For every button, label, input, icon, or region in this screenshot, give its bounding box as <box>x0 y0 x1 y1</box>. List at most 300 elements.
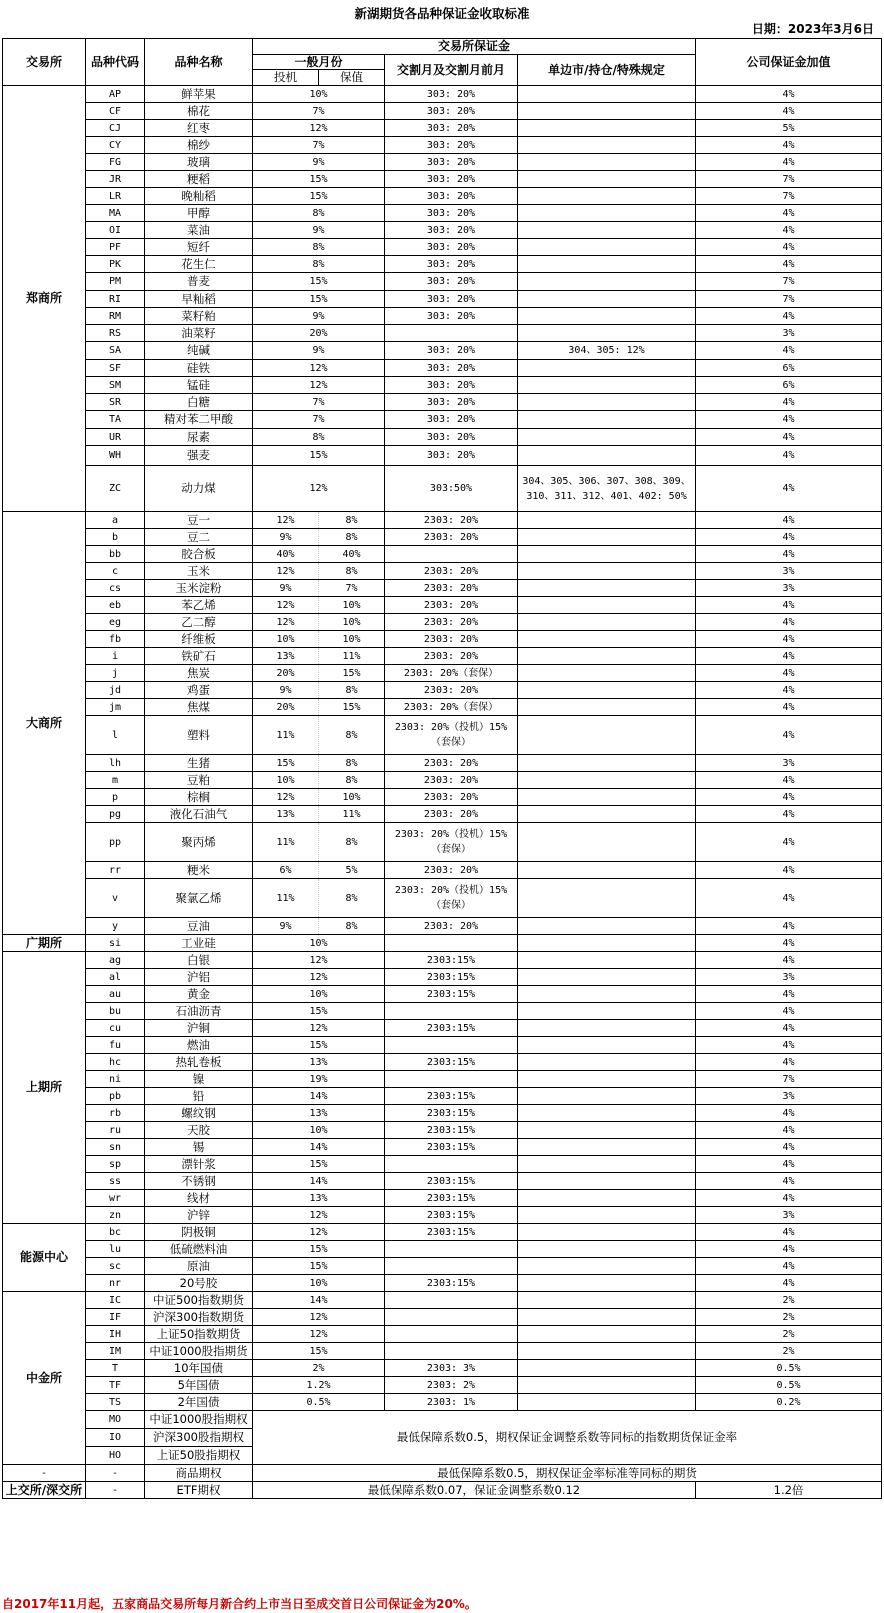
special-cell <box>518 862 696 879</box>
table-row <box>3 597 882 614</box>
delivery-cell: 2303: 2% <box>385 1377 518 1394</box>
etf-options-note: 最低保障系数0.07，保证金调整系数0.12 <box>253 1482 696 1499</box>
hedge-cell: 8% <box>319 512 385 529</box>
table-row <box>3 1394 882 1411</box>
delivery-cell: 2303:15% <box>385 1088 518 1105</box>
delivery-cell: 2303: 20% <box>385 682 518 699</box>
company-add-cell: 4% <box>696 1190 882 1207</box>
name-cell: 纯碱 <box>145 342 253 360</box>
code-cell: SA <box>86 342 145 360</box>
speculation-cell: 15% <box>253 1258 385 1275</box>
exchange-cell: 郑商所 <box>3 86 86 512</box>
speculation-cell: 2% <box>253 1360 385 1377</box>
hedge-cell: 8% <box>319 529 385 546</box>
table-row <box>3 1411 882 1429</box>
special-cell <box>518 1071 696 1088</box>
name-cell: 白银 <box>145 952 253 969</box>
delivery-cell: 2303: 20% <box>385 512 518 529</box>
company-add-cell: 4% <box>696 239 882 256</box>
delivery-cell: 2303: 20%（投机）15%（套保） <box>385 879 518 918</box>
special-cell <box>518 273 696 291</box>
code-cell: AP <box>86 86 145 103</box>
delivery-cell: 2303: 20% <box>385 631 518 648</box>
speculation-cell: 12% <box>253 377 385 394</box>
table-row <box>3 529 882 546</box>
name-cell: 棉纱 <box>145 137 253 154</box>
code-cell: si <box>86 935 145 952</box>
table-row <box>3 1465 882 1482</box>
company-add-cell: 4% <box>696 394 882 411</box>
speculation-cell: 8% <box>253 256 385 273</box>
special-cell <box>518 580 696 597</box>
code-cell: SF <box>86 360 145 377</box>
speculation-cell: 7% <box>253 411 385 429</box>
special-cell <box>518 1394 696 1411</box>
name-cell: 生猪 <box>145 755 253 772</box>
code-cell: T <box>86 1360 145 1377</box>
company-add-cell: 3% <box>696 563 882 580</box>
name-cell: 5年国债 <box>145 1377 253 1394</box>
table-row <box>3 1190 882 1207</box>
code-cell: bb <box>86 546 145 563</box>
table-row <box>3 986 882 1003</box>
speculation-cell: 7% <box>253 103 385 120</box>
name-cell: 花生仁 <box>145 256 253 273</box>
table-row <box>3 862 882 879</box>
name-cell: 20号胶 <box>145 1275 253 1292</box>
speculation-cell: 10% <box>253 1122 385 1139</box>
speculation-cell: 9% <box>253 682 319 699</box>
special-cell <box>518 411 696 429</box>
special-cell <box>518 188 696 205</box>
company-add-cell: 4% <box>696 806 882 823</box>
speculation-cell: 20% <box>253 699 319 716</box>
table-row <box>3 1309 882 1326</box>
delivery-cell: 2303: 20% <box>385 597 518 614</box>
company-add-cell: 4% <box>696 1224 882 1241</box>
company-add-cell: 4% <box>696 952 882 969</box>
special-cell <box>518 1326 696 1343</box>
name-cell: 2年国债 <box>145 1394 253 1411</box>
code-cell: - <box>86 1465 145 1482</box>
delivery-cell: 303: 20% <box>385 239 518 256</box>
hedge-cell: 10% <box>319 614 385 631</box>
name-cell: 焦煤 <box>145 699 253 716</box>
table-row <box>3 1224 882 1241</box>
name-cell: 中证1000股指期货 <box>145 1343 253 1360</box>
special-cell <box>518 918 696 935</box>
company-add-cell: 4% <box>696 716 882 755</box>
header-general-month: 一般月份 <box>253 55 385 70</box>
table-row <box>3 466 882 512</box>
name-cell: 中证500指数期货 <box>145 1292 253 1309</box>
code-cell: hc <box>86 1054 145 1071</box>
special-cell <box>518 1139 696 1156</box>
code-cell: nr <box>86 1275 145 1292</box>
code-cell: PF <box>86 239 145 256</box>
name-cell: 黄金 <box>145 986 253 1003</box>
name-cell: 热轧卷板 <box>145 1054 253 1071</box>
delivery-cell <box>385 1258 518 1275</box>
company-add-cell: 6% <box>696 377 882 394</box>
table-row <box>3 377 882 394</box>
table-row <box>3 969 882 986</box>
table-row <box>3 1173 882 1190</box>
special-cell <box>518 597 696 614</box>
code-cell: p <box>86 789 145 806</box>
name-cell: 铁矿石 <box>145 648 253 665</box>
header-exchange-margin: 交易所保证金 <box>253 39 696 55</box>
special-cell <box>518 1309 696 1326</box>
name-cell: 10年国债 <box>145 1360 253 1377</box>
name-cell: 棉花 <box>145 103 253 120</box>
code-cell: ag <box>86 952 145 969</box>
company-add-cell: 4% <box>696 631 882 648</box>
code-cell: pp <box>86 823 145 862</box>
hedge-cell: 11% <box>319 648 385 665</box>
company-add-cell: 4% <box>696 546 882 563</box>
code-cell: jm <box>86 699 145 716</box>
code-cell: TF <box>86 1377 145 1394</box>
table-row <box>3 806 882 823</box>
hedge-cell: 40% <box>319 546 385 563</box>
speculation-cell: 8% <box>253 429 385 446</box>
delivery-cell: 303: 20% <box>385 188 518 205</box>
table-row <box>3 325 882 342</box>
delivery-cell <box>385 1241 518 1258</box>
delivery-cell: 2303: 20% <box>385 580 518 597</box>
special-cell <box>518 986 696 1003</box>
delivery-cell: 2303: 20%（投机）15%（套保） <box>385 716 518 755</box>
speculation-cell: 11% <box>253 879 319 918</box>
special-cell <box>518 1207 696 1224</box>
name-cell: 漂针浆 <box>145 1156 253 1173</box>
special-cell <box>518 1173 696 1190</box>
hedge-cell: 8% <box>319 755 385 772</box>
name-cell: 粳米 <box>145 862 253 879</box>
name-cell: 螺纹钢 <box>145 1105 253 1122</box>
speculation-cell: 15% <box>253 1003 385 1020</box>
company-add-cell: 0.5% <box>696 1360 882 1377</box>
table-row <box>3 1207 882 1224</box>
code-cell: pg <box>86 806 145 823</box>
code-cell: ss <box>86 1173 145 1190</box>
speculation-cell: 20% <box>253 665 319 682</box>
code-cell: ni <box>86 1071 145 1088</box>
page-title: 新湖期货各品种保证金收取标准 <box>354 6 530 21</box>
delivery-cell: 2303:15% <box>385 969 518 986</box>
company-add-cell: 3% <box>696 325 882 342</box>
company-add-cell: 4% <box>696 205 882 222</box>
speculation-cell: 12% <box>253 120 385 137</box>
company-add-cell: 4% <box>696 1156 882 1173</box>
company-add-cell: 5% <box>696 120 882 137</box>
commodity-options-note: 最低保障系数0.5，期权保证金率标准等同标的期货 <box>253 1465 882 1482</box>
name-cell: 红枣 <box>145 120 253 137</box>
speculation-cell: 15% <box>253 755 319 772</box>
code-cell: RM <box>86 308 145 325</box>
code-cell: CY <box>86 137 145 154</box>
speculation-cell: 14% <box>253 1292 385 1309</box>
name-cell: 豆一 <box>145 512 253 529</box>
company-add-cell: 4% <box>696 429 882 446</box>
name-cell: 聚氯乙烯 <box>145 879 253 918</box>
company-add-cell: 4% <box>696 935 882 952</box>
name-cell: 石油沥青 <box>145 1003 253 1020</box>
speculation-cell: 7% <box>253 137 385 154</box>
name-cell: 中证1000股指期权 <box>145 1411 253 1429</box>
delivery-cell <box>385 325 518 342</box>
table-row <box>3 648 882 665</box>
special-cell <box>518 1258 696 1275</box>
name-cell: 鸡蛋 <box>145 682 253 699</box>
delivery-cell: 2303: 20% <box>385 614 518 631</box>
special-cell <box>518 1275 696 1292</box>
company-add-cell: 4% <box>696 342 882 360</box>
delivery-cell: 303: 20% <box>385 120 518 137</box>
special-cell <box>518 1003 696 1020</box>
speculation-cell: 12% <box>253 1309 385 1326</box>
delivery-cell: 2303:15% <box>385 1275 518 1292</box>
delivery-cell: 2303: 20% <box>385 563 518 580</box>
name-cell: 晚籼稻 <box>145 188 253 205</box>
special-cell <box>518 682 696 699</box>
special-cell <box>518 325 696 342</box>
delivery-cell: 2303: 3% <box>385 1360 518 1377</box>
hedge-cell: 15% <box>319 665 385 682</box>
table-row <box>3 1482 882 1499</box>
name-cell: 线材 <box>145 1190 253 1207</box>
hedge-cell: 10% <box>319 789 385 806</box>
delivery-cell: 2303: 20%（套保） <box>385 665 518 682</box>
special-cell <box>518 699 696 716</box>
delivery-cell: 2303:15% <box>385 1020 518 1037</box>
table-row <box>3 823 882 862</box>
delivery-cell: 2303: 20%（套保） <box>385 699 518 716</box>
name-cell: 原油 <box>145 1258 253 1275</box>
delivery-cell: 303: 20% <box>385 446 518 466</box>
special-cell <box>518 755 696 772</box>
company-add-cell: 4% <box>696 256 882 273</box>
name-cell: 聚丙烯 <box>145 823 253 862</box>
company-add-cell: 4% <box>696 529 882 546</box>
speculation-cell: 9% <box>253 154 385 171</box>
table-row <box>3 360 882 377</box>
speculation-cell: 15% <box>253 1156 385 1173</box>
table-row <box>3 411 882 429</box>
code-cell: IC <box>86 1292 145 1309</box>
delivery-cell: 2303: 20%（投机）15%（套保） <box>385 823 518 862</box>
table-row <box>3 342 882 360</box>
special-cell <box>518 1156 696 1173</box>
speculation-cell: 12% <box>253 1020 385 1037</box>
code-cell: SM <box>86 377 145 394</box>
company-add-cell: 4% <box>696 699 882 716</box>
company-add-cell: 4% <box>696 918 882 935</box>
company-add-cell: 3% <box>696 755 882 772</box>
special-cell <box>518 429 696 446</box>
code-cell: sp <box>86 1156 145 1173</box>
code-cell: CJ <box>86 120 145 137</box>
name-cell: 动力煤 <box>145 466 253 512</box>
table-row <box>3 1156 882 1173</box>
table-row <box>3 1377 882 1394</box>
speculation-cell: 40% <box>253 546 319 563</box>
name-cell: 沪铜 <box>145 1020 253 1037</box>
company-add-cell: 4% <box>696 466 882 512</box>
table-row <box>3 86 882 103</box>
delivery-cell <box>385 1071 518 1088</box>
code-cell: bc <box>86 1224 145 1241</box>
delivery-cell: 303: 20% <box>385 103 518 120</box>
code-cell: rr <box>86 862 145 879</box>
delivery-cell: 2303:15% <box>385 1224 518 1241</box>
exchange-cell: 能源中心 <box>3 1224 86 1292</box>
delivery-cell: 2303:15% <box>385 1207 518 1224</box>
delivery-cell: 303: 20% <box>385 205 518 222</box>
exchange-cell: - <box>3 1465 86 1482</box>
speculation-cell: 12% <box>253 360 385 377</box>
special-cell <box>518 563 696 580</box>
company-add-cell: 4% <box>696 1105 882 1122</box>
table-row <box>3 1105 882 1122</box>
special-cell <box>518 120 696 137</box>
speculation-cell: 15% <box>253 171 385 188</box>
code-cell: LR <box>86 188 145 205</box>
name-cell: 尿素 <box>145 429 253 446</box>
name-cell: 白糖 <box>145 394 253 411</box>
delivery-cell: 2303: 1% <box>385 1394 518 1411</box>
name-cell: 沪深300股指期权 <box>145 1429 253 1447</box>
name-cell: 焦炭 <box>145 665 253 682</box>
code-cell: au <box>86 986 145 1003</box>
company-add-cell: 4% <box>696 986 882 1003</box>
table-row <box>3 1292 882 1309</box>
company-add-cell: 4% <box>696 411 882 429</box>
table-row <box>3 580 882 597</box>
table-row <box>3 446 882 466</box>
company-add-cell: 4% <box>696 1003 882 1020</box>
table-row <box>3 239 882 256</box>
footnote: 自2017年11月起，五家商品交易所每月新合约上市当日至成交首日公司保证金为20%。 <box>2 1597 477 1611</box>
code-cell: al <box>86 969 145 986</box>
delivery-cell: 2303:15% <box>385 1105 518 1122</box>
special-cell <box>518 154 696 171</box>
code-cell: eg <box>86 614 145 631</box>
speculation-cell: 15% <box>253 1241 385 1258</box>
name-cell: 普麦 <box>145 273 253 291</box>
delivery-cell: 2303: 20% <box>385 648 518 665</box>
code-cell: b <box>86 529 145 546</box>
delivery-cell: 303: 20% <box>385 411 518 429</box>
name-cell: 液化石油气 <box>145 806 253 823</box>
company-add-cell: 4% <box>696 222 882 239</box>
delivery-cell <box>385 1003 518 1020</box>
delivery-cell: 2303:15% <box>385 1054 518 1071</box>
special-cell <box>518 665 696 682</box>
table-body <box>3 86 882 1499</box>
speculation-cell: 9% <box>253 342 385 360</box>
name-cell: 乙二醇 <box>145 614 253 631</box>
name-cell: 棕榈 <box>145 789 253 806</box>
table-row <box>3 137 882 154</box>
special-cell <box>518 648 696 665</box>
code-cell: jd <box>86 682 145 699</box>
table-row <box>3 1275 882 1292</box>
speculation-cell: 10% <box>253 86 385 103</box>
special-cell <box>518 1377 696 1394</box>
table-row <box>3 120 882 137</box>
speculation-cell: 15% <box>253 188 385 205</box>
header-company-add: 公司保证金加值 <box>696 39 882 86</box>
speculation-cell: 13% <box>253 1105 385 1122</box>
table-row <box>3 188 882 205</box>
company-add-cell: 4% <box>696 86 882 103</box>
company-add-cell: 4% <box>696 682 882 699</box>
delivery-cell: 303: 20% <box>385 273 518 291</box>
name-cell: 纤维板 <box>145 631 253 648</box>
special-cell <box>518 806 696 823</box>
code-cell: MO <box>86 1411 145 1429</box>
name-cell: 商品期权 <box>145 1465 253 1482</box>
delivery-cell <box>385 1037 518 1054</box>
special-cell <box>518 512 696 529</box>
delivery-cell <box>385 1309 518 1326</box>
code-cell: j <box>86 665 145 682</box>
company-add-cell: 4% <box>696 137 882 154</box>
code-cell: RI <box>86 291 145 308</box>
speculation-cell: 12% <box>253 563 319 580</box>
special-cell <box>518 789 696 806</box>
delivery-cell: 2303: 20% <box>385 772 518 789</box>
company-add-cell: 4% <box>696 772 882 789</box>
name-cell: 硅铁 <box>145 360 253 377</box>
code-cell: SR <box>86 394 145 411</box>
code-cell: IH <box>86 1326 145 1343</box>
code-cell: MA <box>86 205 145 222</box>
speculation-cell: 19% <box>253 1071 385 1088</box>
header-name: 品种名称 <box>145 39 253 86</box>
special-cell <box>518 614 696 631</box>
code-cell: RS <box>86 325 145 342</box>
company-add-cell: 2% <box>696 1292 882 1309</box>
company-add-cell: 4% <box>696 1241 882 1258</box>
delivery-cell <box>385 1156 518 1173</box>
delivery-cell: 2303:15% <box>385 952 518 969</box>
special-cell <box>518 256 696 273</box>
name-cell: 阴极铜 <box>145 1224 253 1241</box>
delivery-cell: 303: 20% <box>385 154 518 171</box>
company-add-cell: 2% <box>696 1326 882 1343</box>
code-cell: sc <box>86 1258 145 1275</box>
table-row <box>3 789 882 806</box>
special-cell: 304、305: 12% <box>518 342 696 360</box>
table-row <box>3 429 882 446</box>
company-add-cell: 4% <box>696 1037 882 1054</box>
code-cell: c <box>86 563 145 580</box>
name-cell: 短纤 <box>145 239 253 256</box>
code-cell: UR <box>86 429 145 446</box>
header-speculation: 投机 <box>253 70 319 86</box>
name-cell: 沪锌 <box>145 1207 253 1224</box>
code-cell: eb <box>86 597 145 614</box>
speculation-cell: 9% <box>253 308 385 325</box>
code-cell: pb <box>86 1088 145 1105</box>
table-row <box>3 308 882 325</box>
table-row <box>3 682 882 699</box>
table-row <box>3 1122 882 1139</box>
speculation-cell: 10% <box>253 772 319 789</box>
